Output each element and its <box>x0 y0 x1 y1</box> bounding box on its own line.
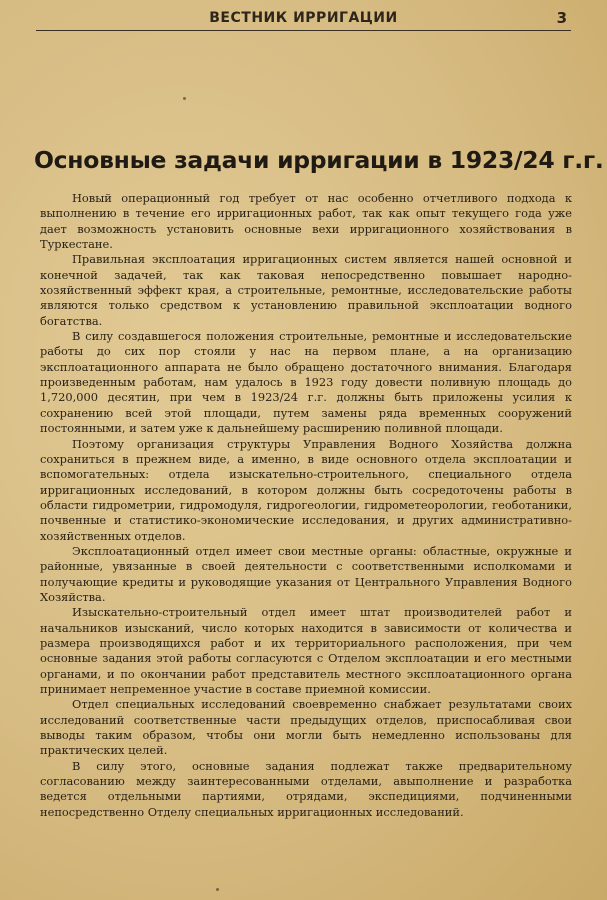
page-number: 3 <box>556 9 567 27</box>
paper-speck <box>183 97 186 100</box>
paragraph: Правильная эксплоатация ирригационных систем является нашей основной и конечной задачей, так как таковая непосредственно повышает народно-хозяйственный эффект края, а строительные, ремонтные, исследовательские работы являются только средством к установлению правильной эксплоатации водного богатства. <box>40 252 572 328</box>
paper-speck <box>216 888 219 891</box>
running-header <box>36 8 571 31</box>
paragraph: Эксплоатационный отдел имеет свои местные органы: областные, окружные и районные, увязанные в своей деятельности с соответственными исполкомами и получающие кредиты и руководящие указания от Центрального Управления Водного Хозяйства. <box>40 543 572 604</box>
paragraph: Изыскательно-строительный отдел имеет штат производителей работ и начальников изысканий, число которых находится в зависимости от количества и размера производящихся работ и их территориального расположения, при чем основные задания этой работы согласуются с Отделом эксплоатации и его местными органами, и по окончании работ представитель местного эксплоатационного органа принимает непременное участие в составе приемной комиссии. <box>40 605 572 696</box>
paragraph: Поэтому организация структуры Управления Водного Хозяйства должна сохраниться в прежнем виде, а именно, в виде основного отдела эксплоатации и вспомогательных: отдела изыскательно-строительного, специального отдела ирригационных исследований, в котором должны быть сосредоточены работы в области гидрометрии, гидромодуля, гидрогеологии, гидрометеорологии, геоботаники, почвенные и статистико-экономические исследования, и других административно-хозяйственных отделов. <box>40 436 572 543</box>
article-body <box>40 191 572 820</box>
paragraph: В силу создавшегося положения строительные, ремонтные и исследовательские работы до сих пор стояли у нас на первом плане, а на организацию эксплоатационного аппарата не было обращено достаточного внимания. Благодаря произведенным работам, нам удалось в 1923 году довести поливную площадь до 1,720,000 десятин, при чем в 1923/24 г.г. должны быть приложены усилия к сохранению всей этой площади, путем замены ряда временных сооружений постоянными, и затем уже к дальнейшему расширению поливной площади. <box>40 329 572 436</box>
paragraph: Отдел специальных исследований своевременно снабжает результатами своих исследований соответственные части предыдущих отделов, приспосабливая свои выводы таким образом, чтобы они могли быть немедленно использованы для практических целей. <box>40 697 572 758</box>
journal-title: ВЕСТНИК ИРРИГАЦИИ <box>209 10 398 26</box>
paragraph: Новый операционный год требует от нас особенно отчетливого подхода к выполнению в течение его ирригационных работ, так как опыт текущего года уже дает возможность установить основные вехи ирригационного хозяйствования в Туркестане. <box>40 191 572 252</box>
article-title: Основные задачи ирригации в 1923/24 г.г. <box>34 146 604 174</box>
paragraph: В силу этого, основные задания подлежат также предварительному согласованию между заинтересованными отделами, авыполнение и разработка ведется отдельными партиями, отрядами, экспедициями, подчиненными непосредственно Отделу специальных ирригационных исследований. <box>40 758 572 819</box>
